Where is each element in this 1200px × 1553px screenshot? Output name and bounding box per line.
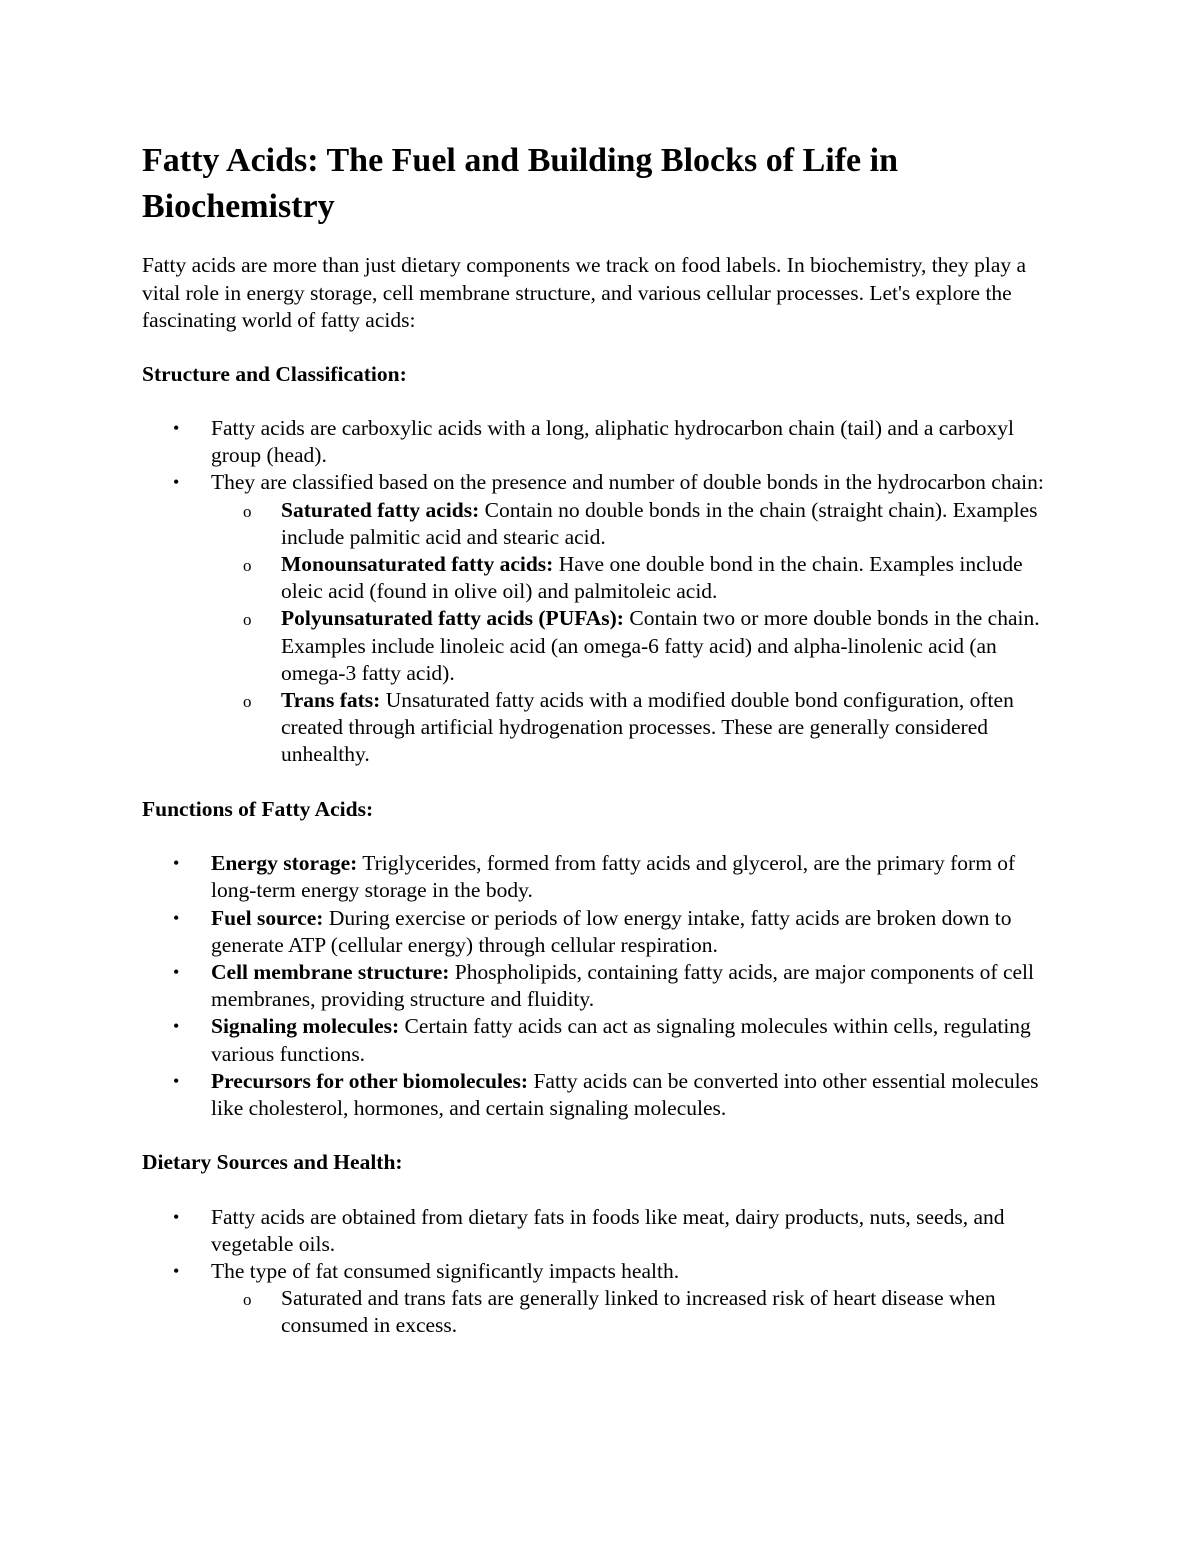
bullet-icon: • (173, 961, 180, 982)
circle-bullet-icon: o (243, 1290, 252, 1310)
list-item (142, 1258, 1062, 1340)
document-body (142, 138, 1062, 1367)
item-text: Fatty acids are obtained from dietary fats in foods like meat, dairy products, nuts, seeds, and vegetable oils. (211, 1204, 1005, 1256)
item-text: Phospholipids, containing fatty acids, are major components of cell membranes, providing structure and fluidity. (211, 959, 1034, 1012)
item-text: Fatty acids are carboxylic acids with a long, aliphatic hydrocarbon chain (tail) and a carboxyl group (head). (211, 416, 1014, 468)
sub-item-term: Polyunsaturated fatty acids (PUFAs): (281, 606, 624, 631)
bullet-icon: • (173, 853, 180, 874)
circle-bullet-icon: o (243, 610, 252, 630)
item-term: Signaling molecules: (211, 1014, 400, 1039)
item-text: During exercise or periods of low energy intake, fatty acids are broken down to generate ATP (cellular energy) through cellular respiration. (211, 905, 1012, 957)
bullet-icon: • (173, 1070, 180, 1091)
sub-item-text: Contain two or more double bonds in the chain. Examples include linoleic acid (an omega-6 fatty acid) and alpha-linolenic acid (an omega-3 fatty acid). (281, 606, 1040, 685)
item-text: They are classified based on the presence and number of double bonds in the hydrocarbon chain: (211, 470, 1044, 495)
section-heading: Structure and Classification: (142, 361, 407, 386)
section-heading: Functions of Fatty Acids: (142, 796, 374, 821)
item-text: Fatty acids can be converted into other essential molecules like cholesterol, hormones, and certain signaling molecules. (211, 1068, 1039, 1120)
item-term: Fuel source: (211, 905, 324, 930)
sections-container (142, 361, 1062, 1340)
circle-bullet-icon: o (243, 501, 252, 521)
bullet-icon: • (173, 472, 180, 493)
sub-item-text: Unsaturated fatty acids with a modified double bond configuration, often created through artificial hydrogenation processes. These are generally considered unhealthy. (281, 688, 1014, 767)
list-item (142, 1204, 1062, 1258)
sub-list-item (209, 497, 1062, 551)
item-text: Triglycerides, formed from fatty acids and glycerol, are the primary form of long-term energy storage in the body. (211, 851, 1016, 903)
bullet-icon: • (173, 1206, 180, 1227)
sub-list-item (209, 1285, 1062, 1339)
circle-bullet-icon: o (243, 556, 252, 576)
sub-list-item (209, 687, 1062, 769)
bullet-list (142, 850, 1062, 1122)
bullet-icon: • (173, 907, 180, 928)
sub-item-text: Saturated and trans fats are generally linked to increased risk of heart disease when consumed in excess. (281, 1286, 996, 1338)
list-item (142, 1068, 1062, 1122)
list-item (142, 1013, 1062, 1067)
sub-item-term: Trans fats: (281, 688, 381, 713)
intro-paragraph: Fatty acids are more than just dietary components we track on food labels. In biochemistry, they play a vital role in energy storage, cell membrane structure, and various cellular processes. Let's explore the fascinating world of fatty acids: (142, 253, 1027, 332)
item-term: Energy storage: (211, 851, 358, 876)
section-heading: Dietary Sources and Health: (142, 1150, 403, 1175)
sub-bullet-list (211, 497, 1062, 769)
sub-item-text: Contain no double bonds in the chain (straight chain). Examples include palmitic acid and stearic acid. (281, 497, 1038, 549)
circle-bullet-icon: o (243, 692, 252, 712)
bullet-icon: • (173, 418, 180, 438)
list-item (142, 959, 1062, 1013)
list-item (142, 905, 1062, 959)
list-item (142, 850, 1062, 904)
list-item (142, 469, 1062, 768)
item-term: Precursors for other biomolecules: (211, 1068, 529, 1093)
bullet-icon: • (173, 1016, 180, 1037)
bullet-list (142, 1204, 1062, 1340)
item-term: Cell membrane structure: (211, 959, 450, 984)
item-text: Certain fatty acids can act as signaling molecules within cells, regulating various functions. (211, 1014, 1031, 1066)
sub-bullet-list (211, 1285, 1062, 1339)
sub-item-term: Monounsaturated fatty acids: (281, 552, 554, 577)
list-item (142, 415, 1062, 469)
document-title: Fatty Acids: The Fuel and Building Blocks of Life in Biochemistry (142, 142, 899, 225)
bullet-icon: • (173, 1261, 180, 1282)
sub-item-text: Have one double bond in the chain. Examples include oleic acid (found in olive oil) and palmitoleic acid. (281, 552, 1023, 604)
sub-item-term: Saturated fatty acids: (281, 497, 480, 522)
bullet-list (142, 415, 1062, 769)
sub-list-item (209, 605, 1062, 687)
sub-list-item (209, 551, 1062, 605)
item-text: The type of fat consumed significantly impacts health. (211, 1259, 680, 1284)
